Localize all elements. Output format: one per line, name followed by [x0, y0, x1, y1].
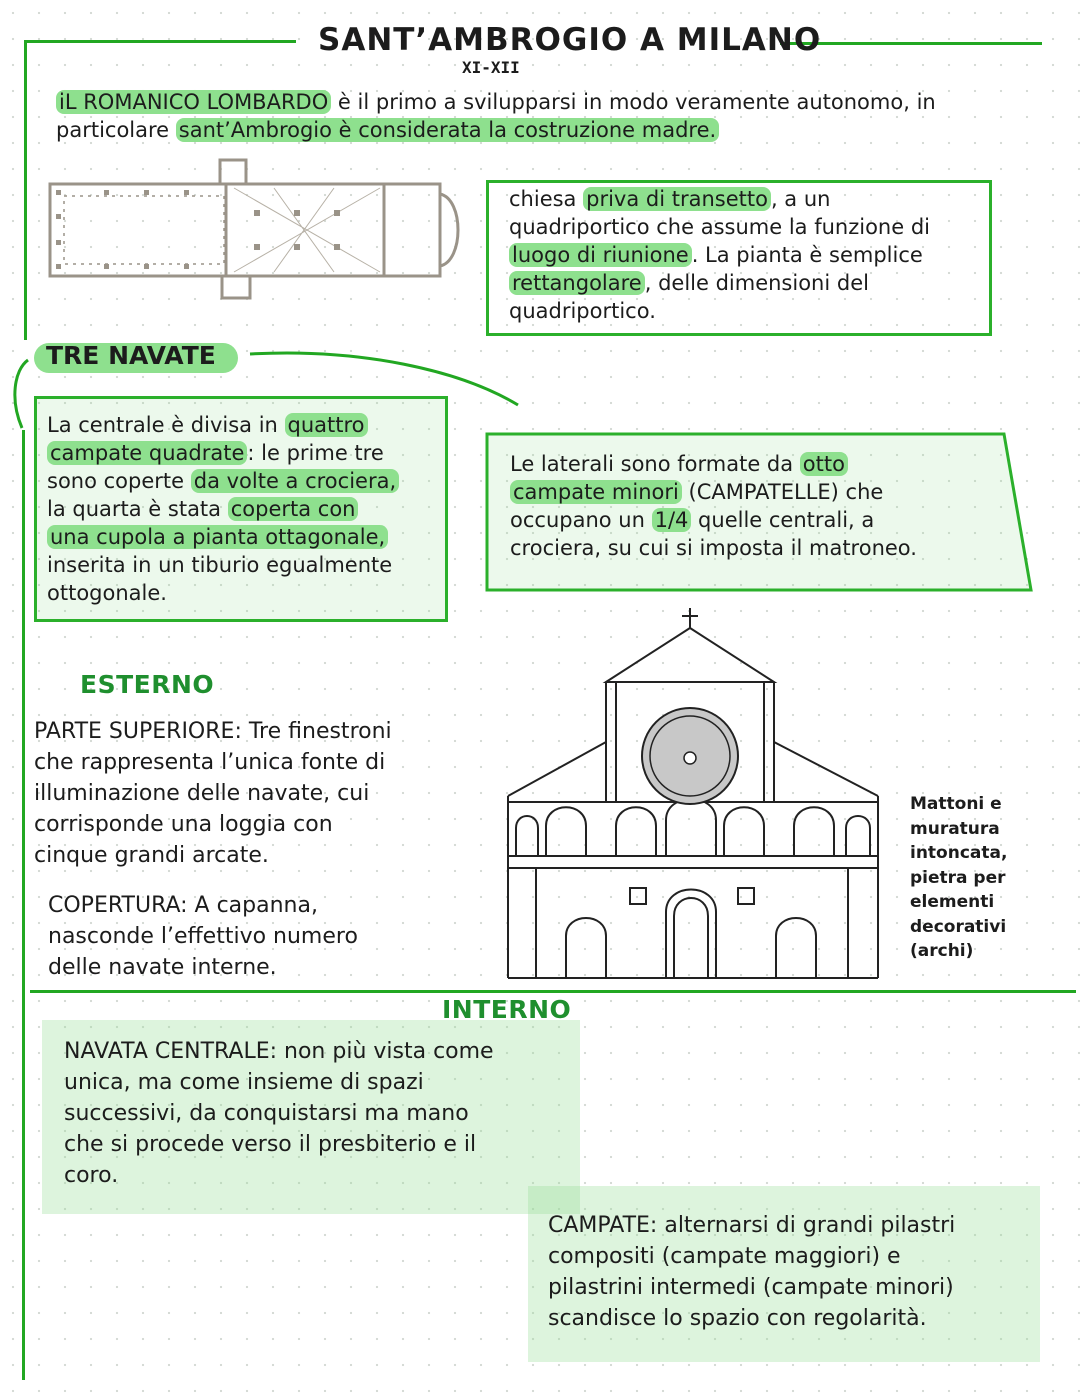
- navata-line-1: NAVATA CENTRALE: non più vista come: [64, 1039, 494, 1064]
- intro-highlight-santambrogio: sant’Ambrogio è considerata la costruzione madre.: [176, 118, 719, 142]
- central-nave-box: [34, 396, 448, 622]
- materiali-line-6: decorativi: [910, 916, 1007, 937]
- lateral-text-4: quelle centrali, a: [691, 508, 875, 532]
- copertura-line-3: delle navate interne.: [48, 955, 277, 980]
- plan-highlight-rettangolare: rettangolare: [509, 271, 645, 295]
- facade-drawing: [506, 606, 886, 980]
- campate-line-2: compositi (campate maggiori) e: [548, 1244, 901, 1269]
- esterno-heading: ESTERNO: [80, 670, 215, 699]
- interno-heading: INTERNO: [442, 995, 572, 1024]
- central-highlight-cupola: una cupola a pianta ottagonale,: [47, 525, 388, 549]
- plan-highlight-riunione: luogo di riunione: [509, 243, 692, 267]
- campate-text: [548, 1210, 1038, 1334]
- navata-line-3: successivi, da conquistarsi ma mano: [64, 1101, 469, 1126]
- lateral-nave-text: [510, 450, 1010, 562]
- navata-centrale-text: [64, 1036, 574, 1191]
- copertura-line-2: nasconde l’effettivo numero: [48, 924, 358, 949]
- parte-superiore-text: [34, 716, 464, 871]
- intro-text-2: particolare: [56, 118, 176, 142]
- central-highlight-campate: campate quadrate: [47, 441, 247, 465]
- lateral-highlight-quarter: 1/4: [652, 508, 692, 532]
- left-margin-line-top: [24, 40, 27, 340]
- page-period: XI-XII: [462, 58, 520, 77]
- floor-plan-drawing: [44, 154, 464, 304]
- parte-superiore-line-3: illuminazione delle navate, cui: [34, 781, 370, 806]
- materiali-line-1: Mattoni e: [910, 794, 1002, 814]
- lateral-highlight-campate: campate minori: [510, 480, 682, 504]
- central-text-4: la quarta è stata: [47, 497, 228, 521]
- lateral-text-5: crociera, su cui si imposta il matroneo.: [510, 536, 917, 560]
- central-text-1: La centrale è divisa in: [47, 413, 285, 437]
- header-rule-left: [24, 40, 296, 43]
- navata-line-5: coro.: [64, 1163, 119, 1188]
- navata-line-4: che si procede verso il presbiterio e il: [64, 1132, 477, 1157]
- page-title: SANT’AMBROGIO A MILANO: [318, 22, 822, 58]
- parte-superiore-line-5: cinque grandi arcate.: [34, 843, 269, 868]
- intro-paragraph: [56, 88, 1016, 144]
- central-highlight-coperta: coperta con: [228, 497, 359, 521]
- materiali-line-3: intoncata,: [910, 843, 1008, 863]
- copertura-line-1: COPERTURA: A capanna,: [48, 893, 318, 918]
- lateral-highlight-otto: otto: [800, 452, 848, 476]
- campate-line-3: pilastrini intermedi (campate minori): [548, 1275, 954, 1300]
- navata-line-2: unica, ma come insieme di spazi: [64, 1070, 424, 1095]
- plan-text-4: . La pianta è semplice: [691, 243, 923, 267]
- intro-highlight-romanico: iL ROMANICO LOMBARDO: [56, 90, 331, 114]
- materiali-line-4: pietra per: [910, 867, 1006, 888]
- plan-text-2: , a un: [770, 187, 831, 211]
- plan-description-box: [486, 180, 992, 336]
- materiali-line-5: elementi: [910, 892, 995, 912]
- lateral-text-3: occupano un: [510, 508, 652, 532]
- parte-superiore-line-1: PARTE SUPERIORE: Tre finestroni: [34, 719, 392, 744]
- plan-text-1: chiesa: [509, 187, 584, 211]
- campate-line-1: CAMPATE: alternarsi di grandi pilastri: [548, 1213, 956, 1238]
- central-text-3: sono coperte: [47, 469, 191, 493]
- lateral-text-2: (CAMPATELLE) che: [681, 480, 884, 504]
- central-text-6: ottogonale.: [47, 581, 167, 605]
- plan-highlight-transetto: priva di transetto: [583, 187, 771, 211]
- intro-text-1: è il primo a svilupparsi in modo veramente autonomo, in: [331, 90, 936, 114]
- central-highlight-volte: da volte a crociera,: [191, 469, 399, 493]
- materiali-line-2: muratura: [910, 818, 1000, 839]
- campate-line-4: scandisce lo spazio con regolarità.: [548, 1306, 927, 1331]
- navate-heading: TRE NAVATE: [46, 341, 216, 370]
- plan-text-6: quadriportico.: [509, 299, 656, 323]
- central-text-2: : le prime tre: [247, 441, 384, 465]
- interno-rule: [30, 990, 1076, 993]
- copertura-text: [48, 890, 468, 983]
- materiali-text: [910, 792, 1007, 964]
- left-margin-line-bottom: [22, 430, 25, 1380]
- parte-superiore-line-4: corrisponde una loggia con: [34, 812, 333, 837]
- materiali-line-7: (archi): [910, 941, 974, 961]
- central-text-5: inserita in un tiburio egualmente: [47, 553, 393, 577]
- plan-text-3: quadriportico che assume la funzione di: [509, 215, 930, 239]
- plan-text-5: , delle dimensioni del: [644, 271, 869, 295]
- lateral-text-1: Le laterali sono formate da: [510, 452, 800, 476]
- parte-superiore-line-2: che rappresenta l’unica fonte di: [34, 750, 386, 775]
- central-highlight-quattro: quattro: [285, 413, 368, 437]
